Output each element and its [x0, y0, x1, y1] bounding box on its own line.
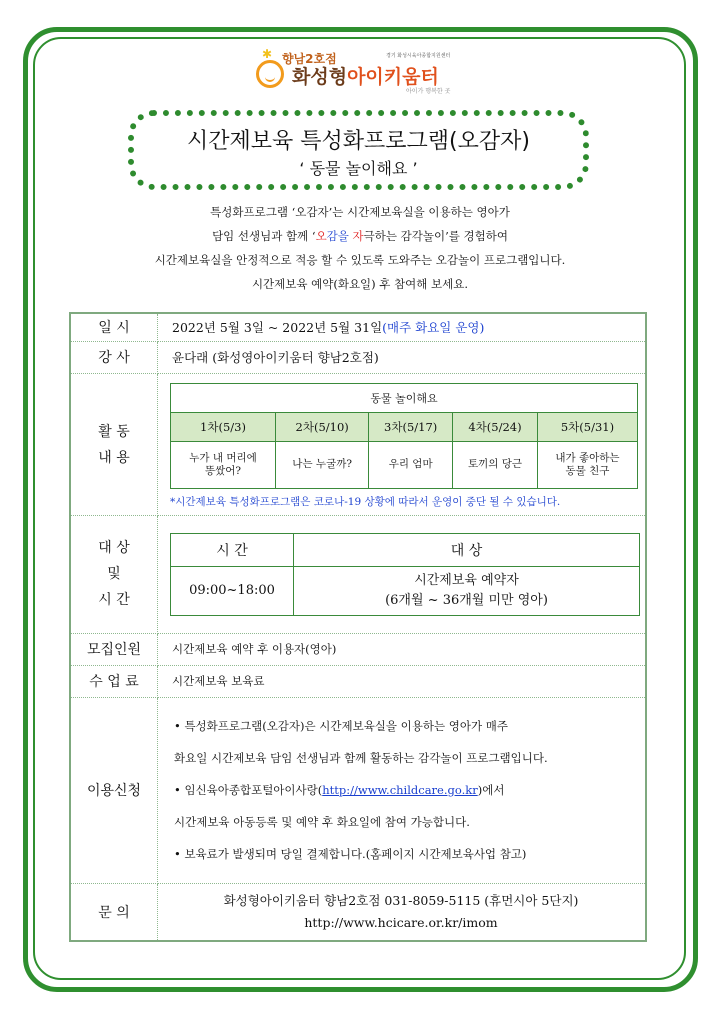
- apply-bullet-2a: • 임신육아종합포털아이사랑(: [174, 783, 323, 797]
- info-table: [69, 312, 647, 942]
- logo-name: [292, 62, 439, 89]
- intro-line-2e: 극하는 감각놀이’를 경험하여: [363, 229, 508, 243]
- row-fee: [70, 665, 646, 697]
- recruit-label: 모집인원: [70, 633, 158, 665]
- logo-name-part2: 아이키움터: [347, 66, 439, 88]
- childcare-link[interactable]: http://www.childcare.go.kr: [322, 783, 478, 797]
- session-title-line: 똥쌌어?: [204, 464, 242, 477]
- apply-bullet-1-cont: 화요일 시간제보육 담임 선생님과 함께 활동하는 감각놀이 프로그램입니다.: [174, 751, 548, 765]
- apply-bullet-2-cont: 시간제보육 아동등록 및 예약 후 화요일에 참여 가능합니다.: [174, 815, 470, 829]
- intro-line-2: [60, 224, 660, 248]
- contact-line-1: 화성형아이키움터 향남2호점 031-8059-5115 (휴먼시아 5단지): [223, 892, 579, 908]
- apply-bullet-1: • 특성화프로그램(오감자)은 시간제보육실을 이용하는 영아가 매주: [174, 719, 508, 733]
- apply-value: [158, 697, 647, 883]
- target-table: [170, 533, 640, 616]
- session-round: 3차(5/17): [369, 412, 453, 441]
- session-title-line: 내가 좋아하는: [555, 451, 620, 464]
- session-round: 1차(5/3): [171, 412, 276, 441]
- title-box: [128, 110, 589, 190]
- intro-line-4: 시간제보육 예약(화요일) 후 참여해 보세요.: [251, 277, 469, 291]
- target-desc-l1: 시간제보육 예약자: [414, 572, 519, 588]
- target-label-l2: 및: [107, 566, 121, 582]
- intro-line-2c: 감을: [326, 229, 353, 243]
- star-icon: ✱: [262, 47, 273, 61]
- row-target: [70, 515, 646, 633]
- session-title: [171, 441, 276, 488]
- row-contact: [70, 883, 646, 941]
- fee-label: 수 업 료: [70, 665, 158, 697]
- intro-line-2d: 자: [352, 229, 364, 243]
- apply-bullet-3: • 보육료가 발생되며 당일 결제합니다.(홈페이지 시간제보육사업 참고): [174, 847, 527, 861]
- target-desc-l2: (6개월 ~ 36개월 미만 영아): [385, 592, 548, 608]
- session-round: 5차(5/31): [537, 412, 637, 441]
- row-activity: [70, 373, 646, 515]
- activity-label: [70, 373, 158, 515]
- col-target-header: 대 상: [294, 533, 640, 566]
- logo-name-part1: 화성형: [292, 66, 348, 88]
- covid-note: *시간제보육 특성화프로그램은 코로나-19 상황에 따라서 운영이 중단 될 수 있습니다.: [170, 495, 561, 508]
- activity-label-l2: 내 용: [98, 450, 130, 466]
- intro-line-1: 특성화프로그램 ‘오감자’는 시간제보육실을 이용하는 영아가: [210, 205, 510, 219]
- target-label-l1: 대 상: [98, 540, 130, 556]
- instructor-value: 윤다래 (화성영아이키움터 향남2호점): [158, 341, 647, 373]
- intro-line-2a: 담임 선생님과 함께 ‘: [212, 229, 316, 243]
- session-title: 나는 누굴까?: [276, 441, 369, 488]
- intro-text: [60, 200, 660, 296]
- col-time-header: 시 간: [171, 533, 294, 566]
- contact-value: [158, 883, 647, 941]
- logo-branch: 향남2호점: [282, 52, 337, 66]
- page-subtitle: ‘ 동물 놀이해요 ’: [299, 159, 418, 178]
- logo-tagline: 아이가 행복한 곳: [406, 88, 451, 95]
- intro-line-2b: 오: [315, 229, 327, 243]
- contact-url[interactable]: http://www.hcicare.or.kr/imom: [304, 914, 498, 930]
- row-apply: [70, 697, 646, 883]
- page-title: 시간제보육 특성화프로그램(오감자): [187, 129, 530, 154]
- apply-label: 이용신청: [70, 697, 158, 883]
- row-recruit: [70, 633, 646, 665]
- session-title-line: 누가 내 머리에: [189, 451, 257, 464]
- date-range: 2022년 5월 3일 ~ 2022년 5월 31일: [172, 320, 383, 336]
- instructor-label: 강 사: [70, 341, 158, 373]
- recruit-value: 시간제보육 예약 후 이용자(영아): [158, 633, 647, 665]
- logo: [256, 46, 466, 94]
- target-label: [70, 515, 158, 633]
- intro-line-3: 시간제보육실을 안정적으로 적응 할 수 있도록 도와주는 오감놀이 프로그램입니다.: [154, 253, 566, 267]
- date-label: 일 시: [70, 313, 158, 341]
- activity-label-l1: 활 동: [98, 424, 130, 440]
- session-title: 토끼의 당근: [453, 441, 538, 488]
- smile-face-icon: [256, 60, 284, 88]
- activity-table: [170, 383, 638, 489]
- target-desc: [294, 566, 640, 615]
- session-title-line: 동물 친구: [565, 464, 610, 477]
- target-value: [158, 515, 647, 633]
- session-title: [537, 441, 637, 488]
- date-value: [158, 313, 647, 341]
- logo-partner: 경기 화성시육아종합지원센터: [386, 53, 451, 59]
- target-label-l3: 시 간: [98, 592, 130, 608]
- activity-value: [158, 373, 647, 515]
- time-value: 09:00~18:00: [171, 566, 294, 615]
- session-title: 우리 엄마: [369, 441, 453, 488]
- fee-value: 시간제보육 보육료: [158, 665, 647, 697]
- activity-header: 동물 놀이해요: [171, 383, 638, 412]
- date-highlight: (매주 화요일 운영): [382, 320, 485, 336]
- contact-label: 문 의: [70, 883, 158, 941]
- apply-bullet-2: [174, 774, 644, 806]
- session-round: 4차(5/24): [453, 412, 538, 441]
- row-date: [70, 313, 646, 341]
- apply-bullet-2b: )에서: [477, 783, 505, 797]
- row-instructor: [70, 341, 646, 373]
- session-round: 2차(5/10): [276, 412, 369, 441]
